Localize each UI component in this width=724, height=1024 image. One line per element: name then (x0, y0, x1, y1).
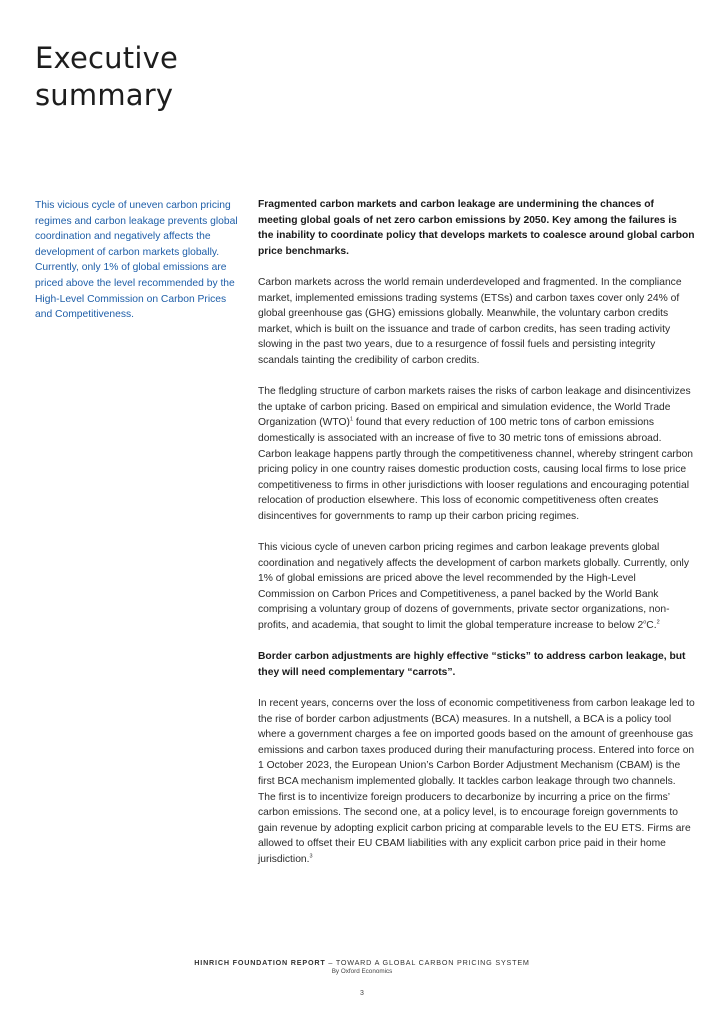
paragraph-vicious-cycle-part2: C. (646, 620, 657, 632)
footer-title: – TOWARD A GLOBAL CARBON PRICING SYSTEM (325, 958, 530, 967)
footer-report-title (0, 958, 724, 967)
footer-brand: HINRICH FOUNDATION REPORT (194, 958, 326, 967)
degree-symbol: o (643, 619, 647, 626)
paragraph-vicious-cycle (258, 540, 695, 634)
pullquote: This vicious cycle of uneven carbon pricing regimes and carbon leakage prevents global coordination and negatively affects the development of carbon markets globally. Currently, only 1% of global emissions are priced above the level recommended by the High-Level Commission on Carbon Prices and Competitiveness. (35, 200, 238, 321)
paragraph-carbon-leakage-part1: The fledgling structure of carbon markets raises the risks of carbon leakage and disincentivizes the uptake of carbon pricing. Based on empirical and simulation evidence, the World Trade Organization (WTO) (258, 386, 691, 429)
footer-subtitle: By Oxford Economics (331, 968, 393, 975)
paragraph-vicious-cycle-part1: This vicious cycle of uneven carbon pricing regimes and carbon leakage prevents global coordination and negatively affects the development of carbon markets globally. Currently, only 1% of global emissions are priced above the level recommended by the High-Level Commission on Carbon Prices and Competitiveness, a panel backed by the World Bank comprising a voluntary group of dozens of governments, private sector organizations, non-profits, and academia, that sought to limit the global temperature increase to below 2 (258, 542, 689, 632)
footnote-ref-3[interactable]: 3 (309, 853, 313, 860)
paragraph-carbon-leakage-part2: found that every reduction of 100 metric tons of carbon emissions domestically is associated with an increase of five to 30 metric tons of emissions abroad. Carbon leakage happens partly through the competitiveness channel, whereby stringent carbon pricing policy in one country raises domestic production costs, causing local firms to lose price competitiveness to firms in other jurisdictions with looser regulations and encouraging potential relocation of production elsewhere. This loss of economic competitiveness often creates disincentives for governments to ramp up their carbon pricing regimes. (258, 417, 694, 522)
footnote-ref-2[interactable]: 2 (656, 619, 660, 626)
page-title-line1: Executive (35, 41, 178, 75)
section-heading-bca: Border carbon adjustments are highly effective “sticks” to address carbon leakage, but they will need complementary “carrots”. (258, 651, 686, 678)
page-title (35, 40, 335, 114)
lead-paragraph: Fragmented carbon markets and carbon leakage are undermining the chances of meeting global goals of net zero carbon emissions by 2050. Key among the failures is the inability to coordinate policy that develops markets to coalesce around global carbon price benchmarks. (258, 199, 695, 257)
paragraph-bca-text: In recent years, concerns over the loss of economic competitiveness from carbon leakage led to the rise of border carbon adjustments (BCA) measures. In a nutshell, a BCA is a policy tool where a government charges a fee on imported goods based on the amount of greenhouse gas emissions and carbon taxes produced during their manufacturing process. Entered into force on 1 October 2023, the European Union’s Carbon Border Adjustment Mechanism (CBAM) is the first BCA mechanism implemented globally. It tackles carbon leakage through two channels. The first is to incentivize foreign producers to decarbonize by incurring a price on the firms’ carbon emissions. The second one, at a policy level, is to encourage foreign governments to gain revenue by adopting explicit carbon pricing at comparable levels to the EU ETS. Firms are allowed to offset their EU CBAM liabilities with any explicit carbon price paid in their home jurisdiction. (258, 698, 695, 865)
paragraph-carbon-markets: Carbon markets across the world remain underdeveloped and fragmented. In the compliance market, implemented emissions trading systems (ETSs) and carbon taxes cover only 24% of global greenhouse gas (GHG) emissions globally. Meanwhile, the voluntary carbon credits market, which is built on the issuance and trade of carbon credits, has seen trading activity slowing in the past two years, due to a resurgence of fossil fuels and persisting integrity scandals tainting the credibility of carbon credits. (258, 276, 682, 366)
paragraph-carbon-leakage (258, 384, 695, 524)
page-number: 3 (360, 990, 364, 997)
page-title-line2: summary (35, 78, 174, 112)
paragraph-bca (258, 696, 695, 868)
body-column (258, 197, 695, 883)
footnote-ref-1[interactable]: 1 (349, 416, 353, 423)
